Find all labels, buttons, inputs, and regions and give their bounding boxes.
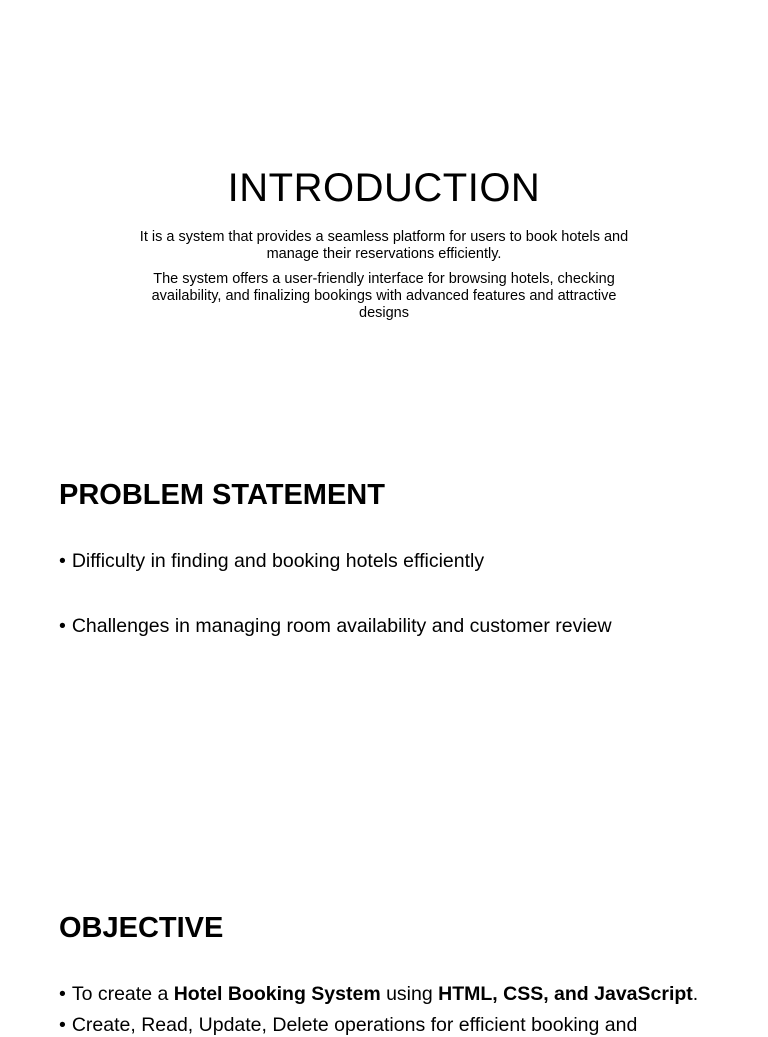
problem-bullet-text: Difficulty in finding and booking hotels efficiently: [71, 550, 485, 572]
problem-bullet-text: Challenges in managing room availability and customer review: [71, 615, 612, 637]
objective-bold-technologies: HTML, CSS, and JavaScript: [438, 983, 693, 1005]
objective-bullet-text-mid: using: [380, 983, 439, 1005]
intro-paragraph-1-line-1: It is a system that provides a seamless platform for users to book hotels and: [139, 229, 629, 245]
intro-paragraph-2-line-2: availability, and finalizing bookings with advanced features and attractive: [151, 288, 617, 304]
intro-paragraph-2-line-1: The system offers a user-friendly interface for browsing hotels, checking: [153, 271, 615, 287]
objective-bullet-text: Create, Read, Update, Delete operations for efficient booking and: [71, 1014, 638, 1036]
intro-title: INTRODUCTION: [227, 166, 541, 210]
problem-statement-heading: PROBLEM STATEMENT: [59, 479, 385, 511]
bullet-point-icon: •: [59, 550, 66, 572]
objective-bullet-text-pre: To create a: [71, 983, 174, 1005]
problem-bullet-item: [59, 550, 749, 573]
objective-bold-system-name: Hotel Booking System: [173, 983, 381, 1005]
intro-paragraph-2-line-3: designs: [359, 305, 409, 321]
intro-paragraph-1: [104, 229, 664, 263]
objective-heading: OBJECTIVE: [59, 912, 224, 944]
bullet-point-icon: •: [59, 983, 66, 1005]
problem-bullet-item: [59, 615, 749, 638]
objective-bullet-item: [59, 983, 749, 1006]
bullet-point-icon: •: [59, 615, 66, 637]
objective-bullet-text-post: .: [692, 983, 699, 1005]
objective-bullet-item: [59, 1014, 749, 1037]
bullet-point-icon: •: [59, 1014, 66, 1036]
intro-paragraph-1-line-2: manage their reservations efficiently.: [266, 246, 502, 262]
intro-paragraph-2: [104, 271, 664, 322]
